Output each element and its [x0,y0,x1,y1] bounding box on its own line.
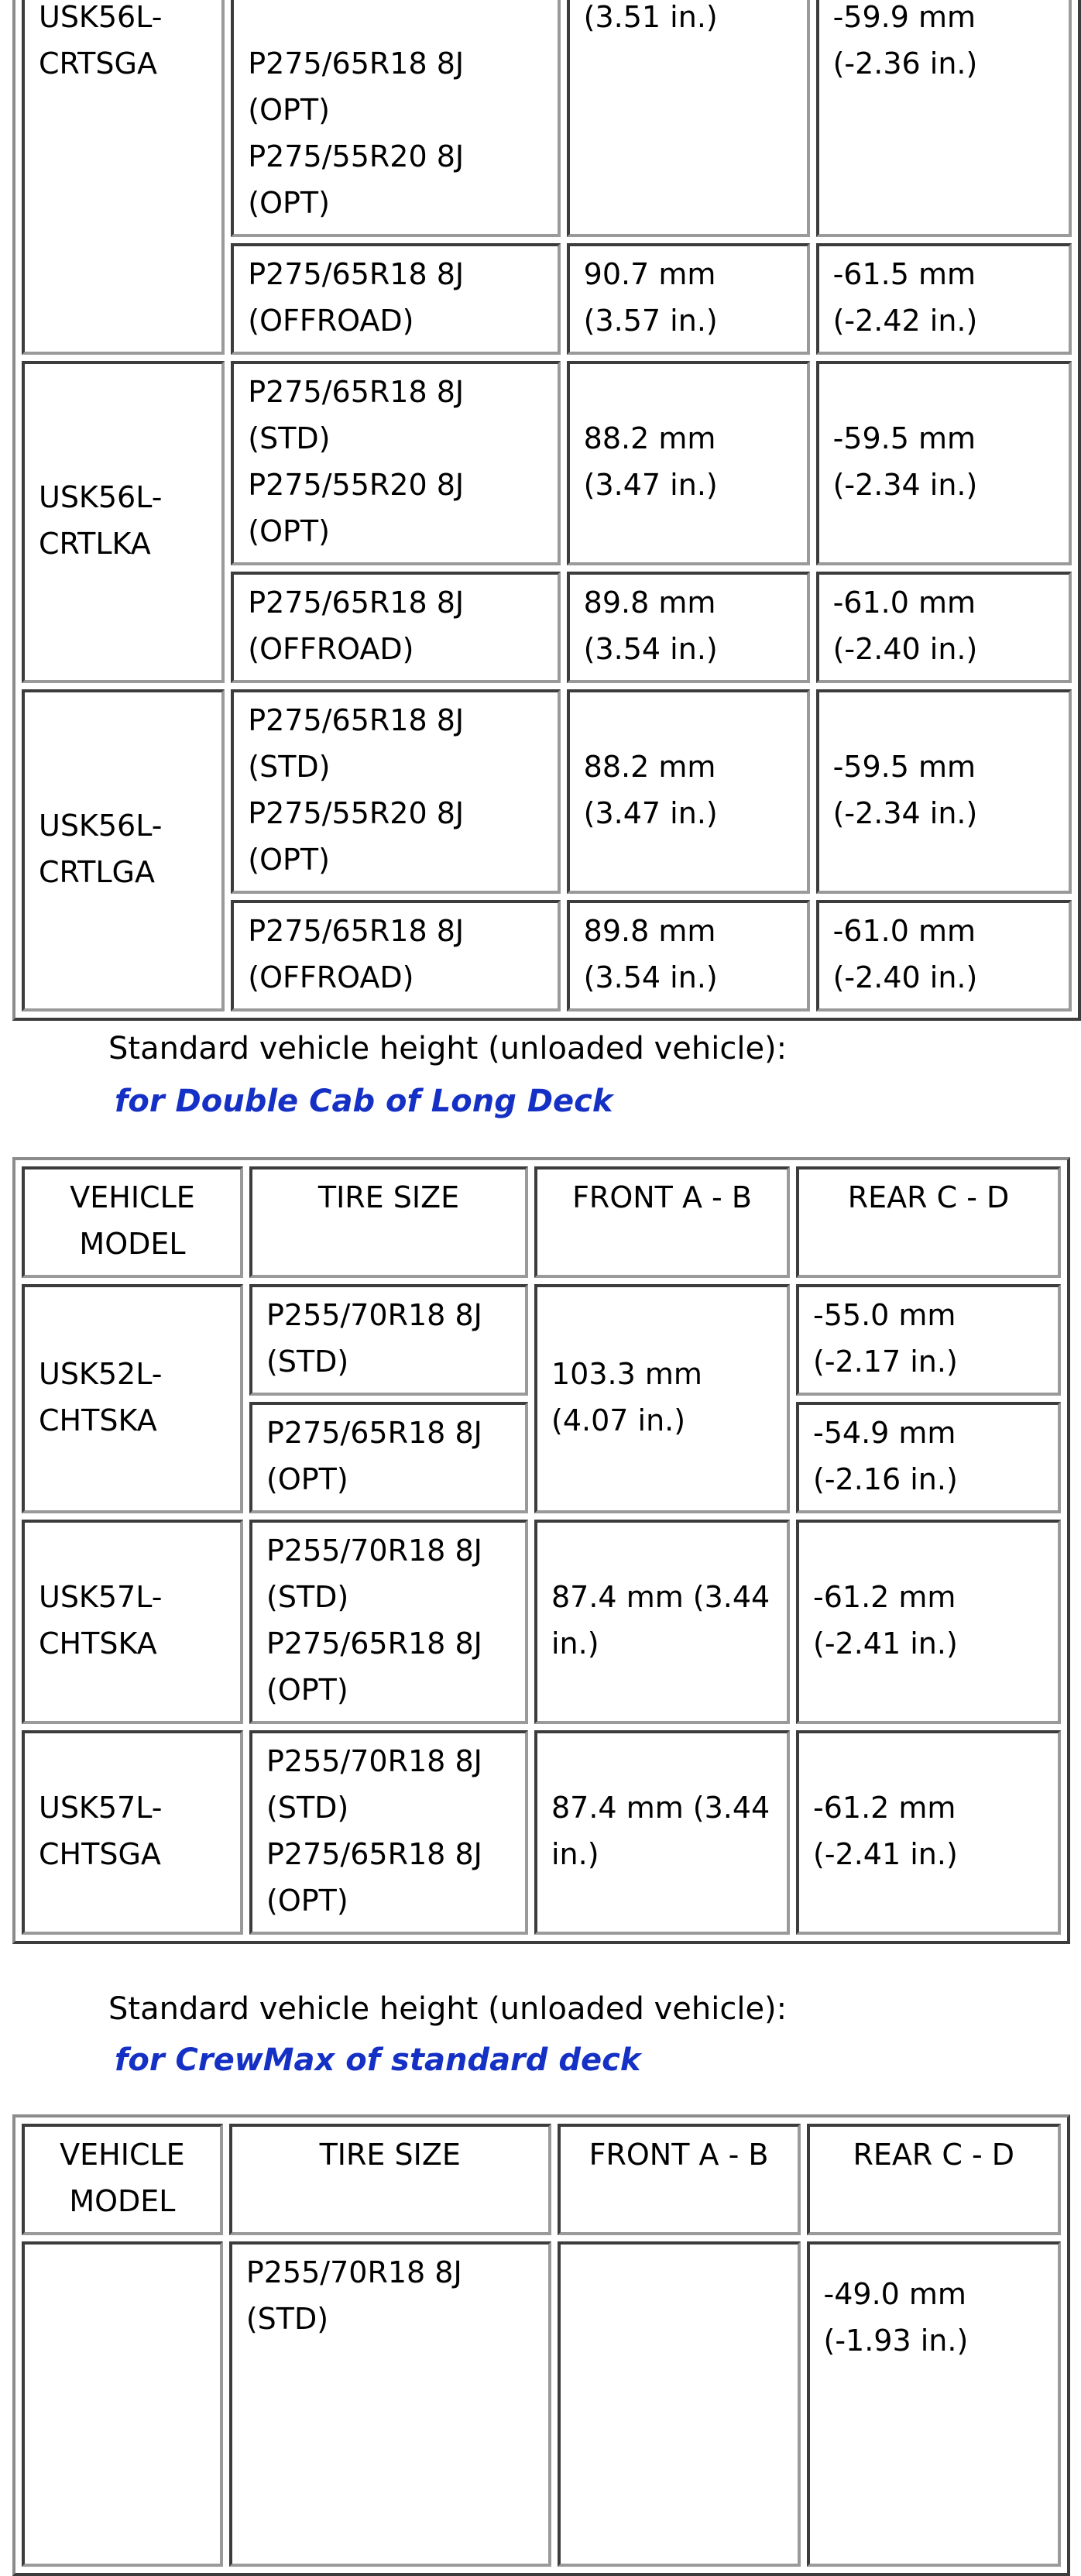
rear-height-cell: -61.5 mm (-2.42 in.) [816,243,1072,355]
model-cell: USK56L- CRTSGA [22,0,225,355]
section-subcaption: for CrewMax of standard deck [115,2042,641,2078]
front-height-cell: 89.8 mm (3.54 in.) [567,572,810,683]
tire-size-cell: P275/65R18 8J (OFFROAD) [231,572,560,683]
front-height-cell: 87.4 mm (3.44 in.) [534,1730,790,1935]
front-height-cell: 88.2 mm (3.47 in.) [567,361,810,565]
front-height-cell: 103.3 mm (4.07 in.) [534,1284,790,1513]
table-header-row [22,2124,1061,2235]
rear-height-cell: -61.2 mm (-2.41 in.) [796,1520,1061,1724]
tire-size-cell: P275/65R18 8J (OPT) P275/55R20 8J (OPT) [231,0,560,237]
tire-size-cell: P255/70R18 8J (STD) P275/65R18 8J (OPT) [249,1520,528,1724]
tire-size-cell: P275/65R18 8J (STD) P275/55R20 8J (OPT) [231,689,560,894]
front-height-cell: 88.2 mm (3.47 in.) [567,689,810,894]
table-row [22,0,1072,237]
front-height-cell: 89.8 mm (3.54 in.) [567,900,810,1012]
rear-height-cell: -61.2 mm (-2.41 in.) [796,1730,1061,1935]
table-row [22,1730,1061,1935]
rear-height-cell: -61.0 mm (-2.40 in.) [816,572,1072,683]
rear-height-cell: -59.9 mm (-2.36 in.) [816,0,1072,237]
table-row [22,689,1072,894]
model-cell: USK56L- CRTLGA [22,689,225,1012]
column-header-tire-size: TIRE SIZE [249,1166,528,1278]
rear-height-cell: -55.0 mm (-2.17 in.) [796,1284,1061,1396]
column-header-vehicle-model: VEHICLE MODEL [22,2124,223,2235]
front-height-cell: 90.7 mm (3.57 in.) [567,243,810,355]
model-cell: USK57L- CHTSKA [22,1520,243,1724]
model-cell [22,2241,223,2567]
table-row [22,361,1072,565]
table-row [22,1284,1061,1396]
tire-size-cell: P275/65R18 8J (OFFROAD) [231,900,560,1012]
table-header-row [22,1166,1061,1278]
spec-table [12,1157,1070,1944]
spec-table [12,2114,1070,2576]
column-header-front: FRONT A - B [534,1166,790,1278]
tire-size-cell: P255/70R18 8J (STD) [249,1284,528,1396]
rear-height-cell: -54.9 mm (-2.16 in.) [796,1402,1061,1513]
model-cell: USK57L- CHTSGA [22,1730,243,1935]
tire-size-cell: P255/70R18 8J (STD) P275/65R18 8J (OPT) [249,1730,528,1935]
section-subcaption: for Double Cab of Long Deck [115,1084,613,1119]
tire-size-cell: P275/65R18 8J (STD) P275/55R20 8J (OPT) [231,361,560,565]
front-height-cell: 87.4 mm (3.44 in.) [534,1520,790,1724]
column-header-front: FRONT A - B [558,2124,801,2235]
rear-height-cell: -49.0 mm (-1.93 in.) [807,2241,1061,2567]
column-header-vehicle-model: VEHICLE MODEL [22,1166,243,1278]
tire-size-cell: P275/65R18 8J (OFFROAD) [231,243,560,355]
model-cell: USK52L- CHTSKA [22,1284,243,1513]
section-caption: Standard vehicle height (unloaded vehicle): [108,1031,788,1066]
table-row [22,2241,1061,2567]
table-row [22,1520,1061,1724]
front-height-cell: (3.51 in.) [567,0,810,237]
table-double-cab-long-deck [12,1157,1070,1944]
table-crewmax-standard-deck [12,2114,1070,2576]
column-header-rear: REAR C - D [796,1166,1061,1278]
rear-height-cell: -59.5 mm (-2.34 in.) [816,689,1072,894]
rear-height-cell: -61.0 mm (-2.40 in.) [816,900,1072,1012]
rear-height-cell: -59.5 mm (-2.34 in.) [816,361,1072,565]
table-tacoma-regular [12,0,1081,1021]
front-height-cell [558,2241,801,2567]
spec-table [12,0,1081,1021]
tire-size-cell: P275/65R18 8J (OPT) [249,1402,528,1513]
column-header-rear: REAR C - D [807,2124,1061,2235]
column-header-tire-size: TIRE SIZE [229,2124,551,2235]
model-cell: USK56L- CRTLKA [22,361,225,683]
tire-size-cell: P255/70R18 8J (STD) [229,2241,551,2567]
section-caption: Standard vehicle height (unloaded vehicle): [108,1991,788,2027]
